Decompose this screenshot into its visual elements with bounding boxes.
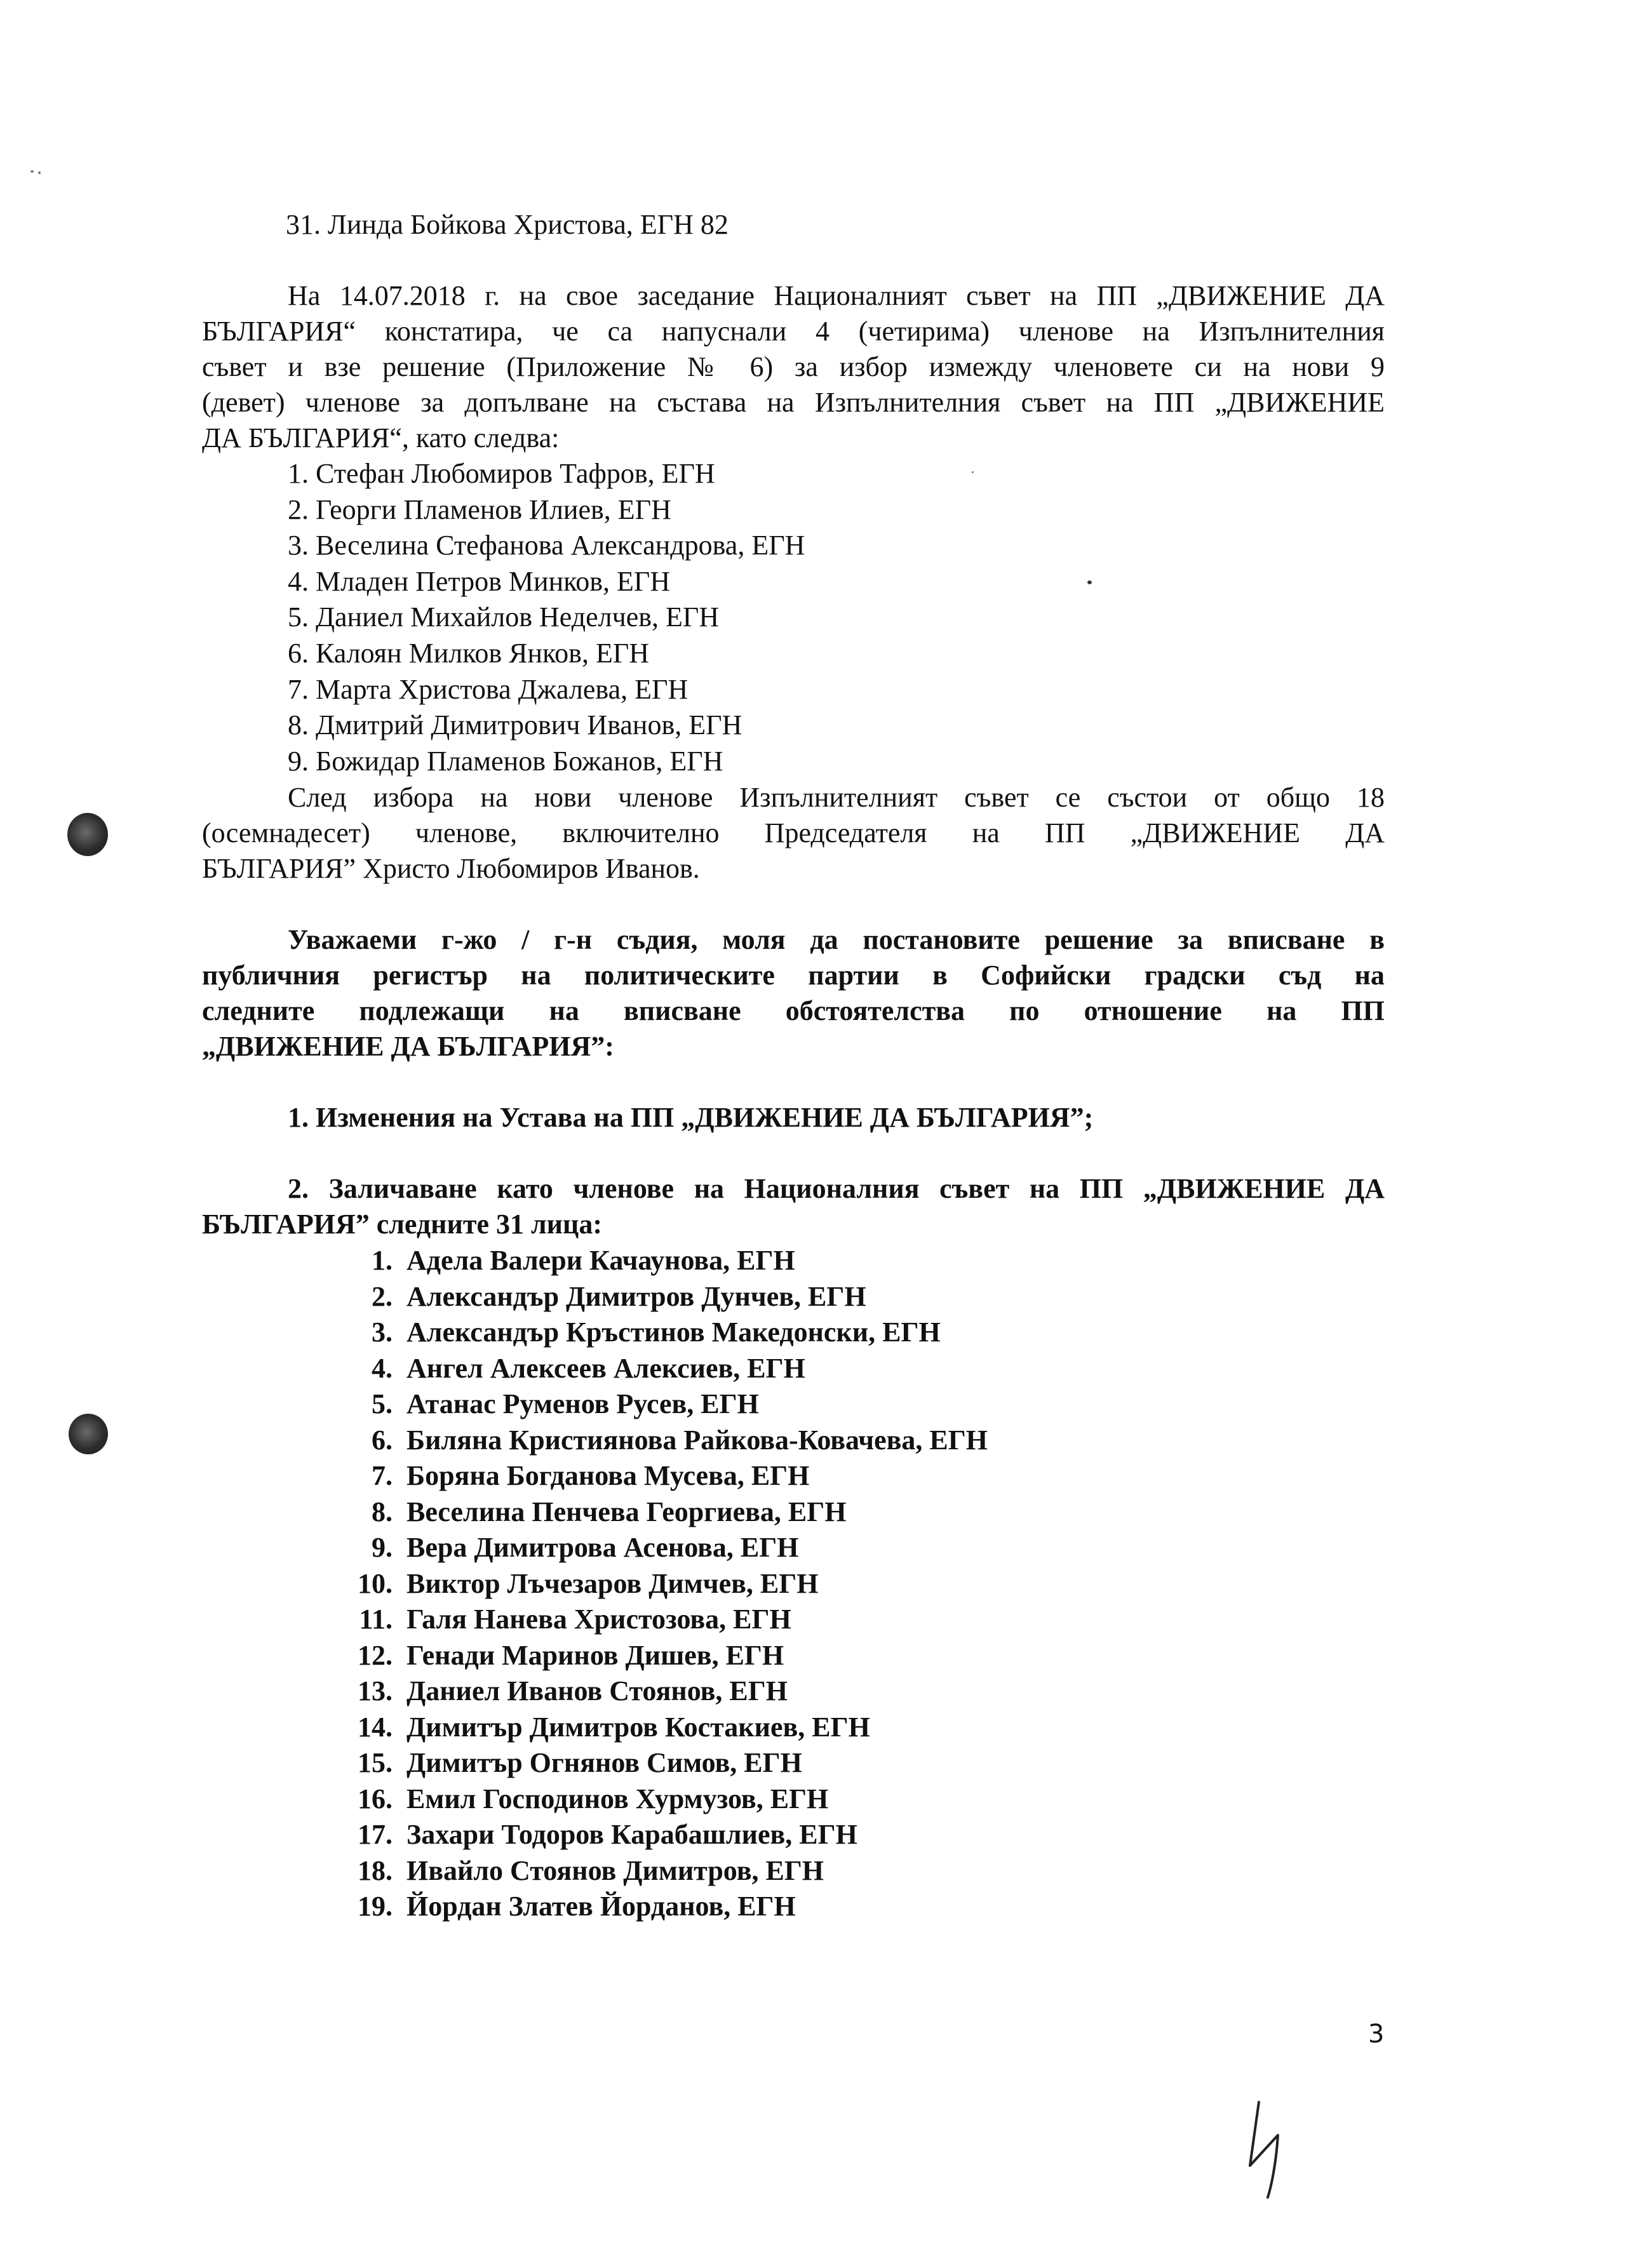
- list-item: 18. Ивайло Стоянов Димитров, ЕГН: [358, 1854, 824, 1886]
- request-line-1: Уважаеми г-жо / г-н съдия, моля да постановите решение за вписване в: [288, 924, 1385, 955]
- para2-line-2: (осемнадесет) членове, включително Председателя на ПП „ДВИЖЕНИЕ ДА: [202, 817, 1385, 848]
- list-item: 3. Александър Кръстинов Македонски, ЕГН: [372, 1317, 941, 1348]
- list-item: 1. Адела Валери Качаунова, ЕГН: [372, 1245, 795, 1276]
- para1-line-1: На 14.07.2018 г. на свое заседание Националният съвет на ПП „ДВИЖЕНИЕ ДА: [288, 280, 1385, 311]
- punch-hole-bottom: [69, 1414, 108, 1454]
- list-item: 7. Марта Христова Джалева, ЕГН: [288, 673, 688, 705]
- handwritten-initial-mark: [1245, 2096, 1296, 2204]
- list-item: 6. Калоян Милков Янков, ЕГН: [288, 637, 650, 669]
- list-item: 5. Даниел Михайлов Неделчев, ЕГН: [288, 601, 720, 633]
- request-line-2: публичния регистър на политическите партии в Софийски градски съд на: [202, 960, 1385, 991]
- request-line-3: следните подлежащи на вписване обстоятелства по отношение на ПП: [202, 995, 1385, 1026]
- para2-last-line: БЪЛГАРИЯ” Христо Любомиров Иванов.: [202, 853, 700, 884]
- list-item: 2. Александър Димитров Дунчев, ЕГН: [372, 1280, 866, 1312]
- list-item: 7. Боряна Богданова Мусева, ЕГН: [372, 1460, 810, 1491]
- scan-speck: [1087, 580, 1092, 584]
- list-item: 19. Йордан Златев Йорданов, ЕГН: [358, 1891, 796, 1922]
- scan-speck: [38, 171, 41, 174]
- list-item: 11. Галя Нанева Христозова, ЕГН: [359, 1604, 791, 1635]
- page-number: 3: [1368, 2020, 1385, 2049]
- list-item: 3. Веселина Стефанова Александрова, ЕГН: [288, 530, 805, 561]
- list-item: 14. Димитър Димитров Костакиев, ЕГН: [358, 1711, 870, 1743]
- list-item: 9. Вера Димитрова Асенова, ЕГН: [372, 1532, 799, 1563]
- list-item: 17. Захари Тодоров Карабашлиев, ЕГН: [358, 1819, 857, 1850]
- item2-line-1: 2. Заличаване като членове на Националния съвет на ПП „ДВИЖЕНИЕ ДА: [288, 1173, 1385, 1204]
- removed-members-list: [348, 1243, 988, 1925]
- para1-line-4: (девет) членове за допълване на състава на Изпълнителния съвет на ПП „ДВИЖЕНИЕ: [202, 387, 1385, 418]
- list-item: 5. Атанас Руменов Русев, ЕГН: [372, 1388, 759, 1419]
- item1-line: 1. Изменения на Устава на ПП „ДВИЖЕНИЕ ДА БЪЛГАРИЯ”;: [288, 1102, 1094, 1133]
- para2-line-1: След избора на нови членове Изпълнителният съвет се състои от общо 18: [288, 782, 1385, 813]
- list-item: 1. Стефан Любомиров Тафров, ЕГН: [288, 458, 715, 489]
- list-item: 13. Даниел Иванов Стоянов, ЕГН: [358, 1675, 788, 1706]
- item2-line-2: БЪЛГАРИЯ” следните 31 лица:: [202, 1209, 603, 1240]
- list-item: 9. Божидар Пламенов Божанов, ЕГН: [288, 745, 723, 777]
- exec-members-list: [288, 456, 805, 779]
- para1-line-3: съвет и взе решение (Приложение № 6) за избор измежду членовете си на нови 9: [202, 351, 1385, 382]
- list-item: 15. Димитър Огнянов Симов, ЕГН: [358, 1747, 802, 1778]
- punch-hole-top: [67, 813, 108, 856]
- list-item: 6. Биляна Кристиянова Райкова-Ковачева, ЕГН: [372, 1424, 988, 1456]
- list-item: 2. Георги Пламенов Илиев, ЕГН: [288, 493, 671, 525]
- request-last-line: „ДВИЖЕНИЕ ДА БЪЛГАРИЯ”:: [202, 1031, 614, 1062]
- para1-last-line: ДА БЪЛГАРИЯ“, като следва:: [202, 422, 560, 453]
- scan-speck: [30, 170, 34, 173]
- para1-line-2: БЪЛГАРИЯ“ констатира, че са напуснали 4 (четирима) членове на Изпълнителния: [202, 316, 1385, 347]
- list-item: 16. Емил Господинов Хурмузов, ЕГН: [358, 1783, 829, 1814]
- scan-speck: [972, 471, 974, 473]
- intro-line: 31. Линда Бойкова Христова, ЕГН 82: [286, 209, 729, 240]
- list-item: 12. Генади Маринов Дишев, ЕГН: [358, 1639, 784, 1671]
- list-item: 4. Ангел Алексеев Алексиев, ЕГН: [372, 1352, 805, 1384]
- list-item: 8. Дмитрий Димитрович Иванов, ЕГН: [288, 709, 742, 741]
- list-item: 10. Виктор Лъчезаров Димчев, ЕГН: [358, 1567, 819, 1599]
- list-item: 4. Младен Петров Минков, ЕГН: [288, 565, 671, 597]
- list-item: 8. Веселина Пенчева Георгиева, ЕГН: [372, 1496, 847, 1527]
